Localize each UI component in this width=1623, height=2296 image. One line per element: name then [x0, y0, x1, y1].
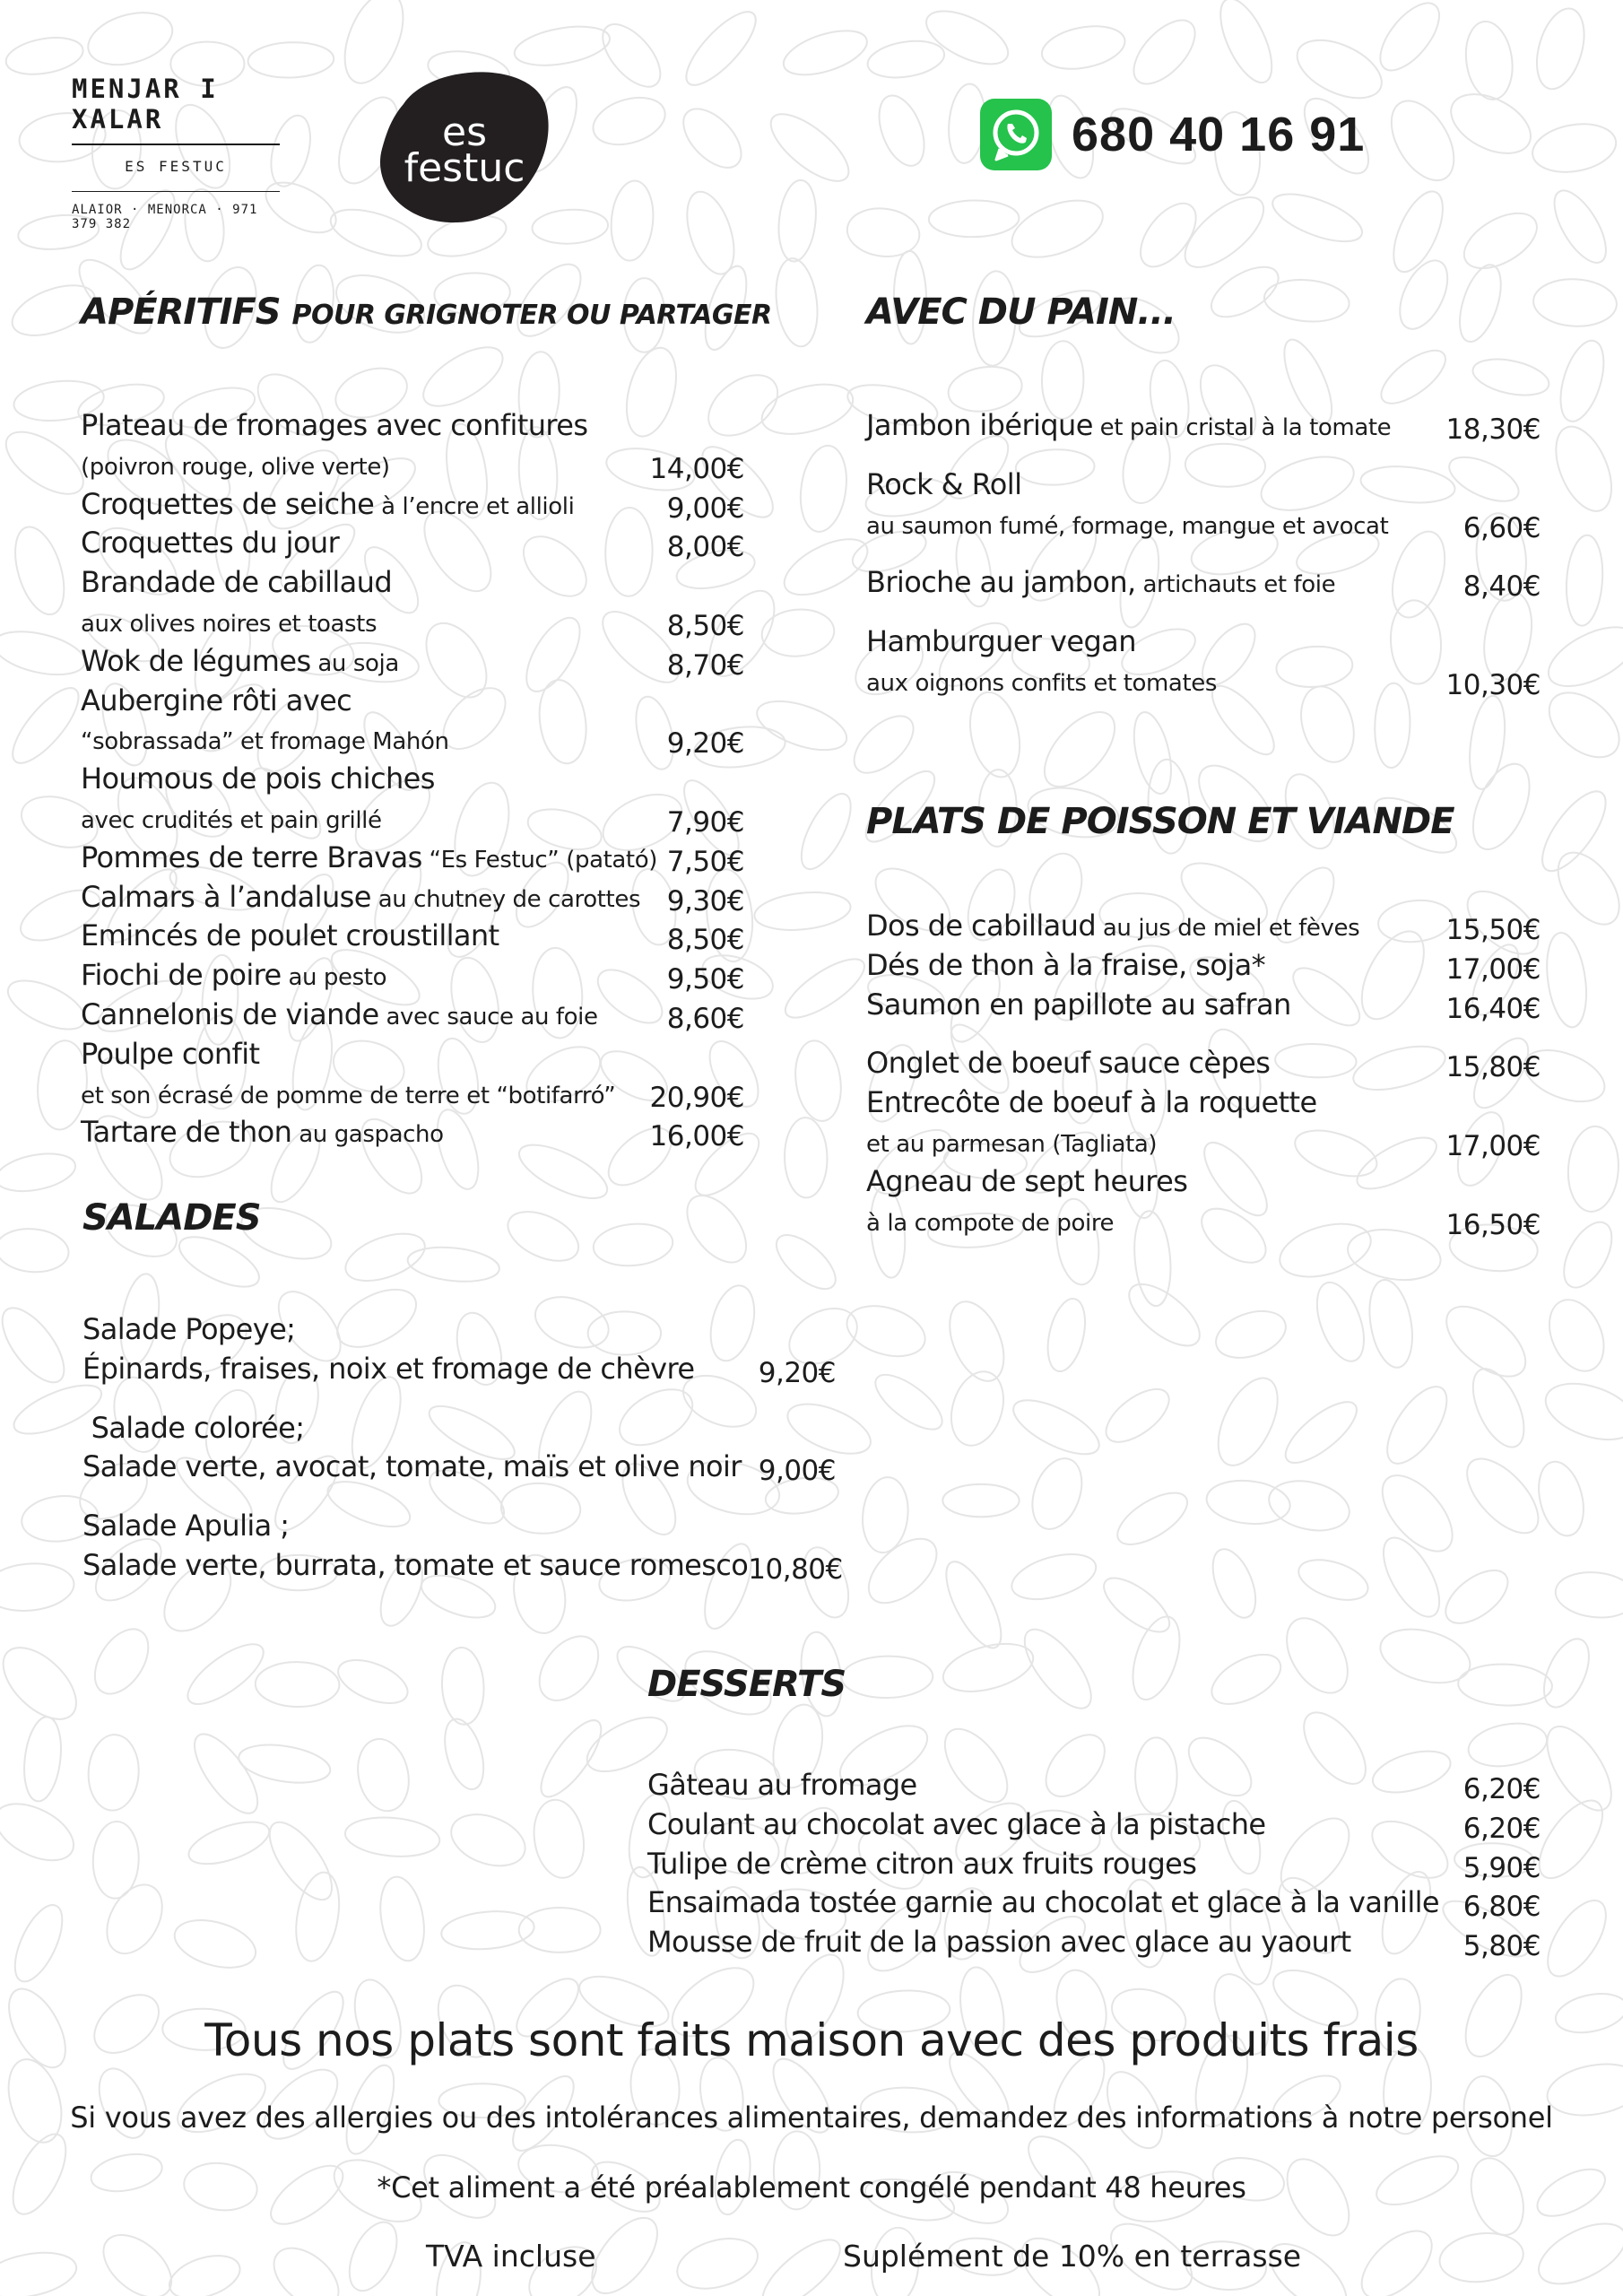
menu-item-price: 16,40€ [1445, 992, 1541, 1025]
menu-item-name: Fiochi de poire [81, 958, 282, 993]
menu-item [81, 1115, 744, 1157]
menu-item-name: Onglet de boeuf sauce cèpes [866, 1046, 1271, 1081]
menu-item-text [647, 1766, 917, 1810]
menu-item-price: 9,30€ [666, 884, 744, 918]
logo-text-es: es [442, 109, 487, 155]
menu-item [647, 1846, 1541, 1889]
menu-item-name: Épinards, fraises, noix et fromage de chèvre [82, 1351, 695, 1386]
menu-item-name: Wok de légumes [81, 643, 311, 678]
section-title [81, 291, 772, 334]
menu-item-price: 18,30€ [1445, 413, 1541, 446]
terrace-note: Suplément de 10% en terrasse [843, 2239, 1302, 2274]
menu-item [81, 879, 744, 922]
menu-item-description: à l’encre et allioli [374, 492, 575, 520]
menu-item-text [81, 720, 449, 764]
menu-item [81, 565, 744, 607]
menu-item [81, 643, 744, 686]
menu-item-price: 5,90€ [1462, 1851, 1541, 1884]
menu-item-description: au saumon fumé, formage, mangue et avocat [866, 512, 1389, 540]
menu-item-name: Tartare de thon [81, 1115, 292, 1150]
section-title: PLATS DE POISSON ET VIANDE [866, 801, 1454, 842]
menu-item-text [81, 446, 390, 490]
menu-item-text [647, 1805, 1266, 1849]
menu-item-text [866, 907, 1359, 951]
plats-list [866, 911, 1541, 1245]
logo-rule [72, 144, 280, 145]
menu-item-text [866, 986, 1291, 1030]
menu-item-description: artichauts et foie [1135, 571, 1336, 599]
menu-item-text [81, 682, 352, 726]
phone-number: 680 40 16 91 [1072, 108, 1366, 161]
menu-item-name: Pommes de terre Bravas [81, 839, 422, 874]
menu-item-description: au soja [310, 649, 399, 677]
menu-item-text [81, 760, 435, 804]
menu-item [866, 509, 1541, 549]
logo-title: MENJAR I XALAR [72, 74, 219, 135]
menu-item-text [647, 1883, 1439, 1927]
menu-item-text [647, 1923, 1351, 1967]
menu-item [866, 947, 1541, 990]
menu-item-text [81, 1113, 444, 1157]
menu-item-price: 17,00€ [1445, 1129, 1541, 1162]
menu-item [866, 624, 1541, 666]
menu-item [866, 987, 1541, 1030]
homemade-note: Tous nos plats sont faits maison avec des produits frais [204, 2014, 1419, 2066]
menu-item-price: 20,90€ [649, 1081, 744, 1114]
menu-item-name: Croquettes de seiche [81, 486, 375, 521]
menu-item-price: 8,60€ [666, 1002, 744, 1035]
section-salades [82, 1196, 843, 1590]
menu-item-price: 17,00€ [1445, 952, 1541, 986]
menu-item-text [81, 1074, 615, 1118]
menu-item-text [82, 1310, 295, 1354]
menu-item-text [82, 1448, 742, 1492]
menu-item-description: “Es Festuc” (patató) [421, 846, 657, 874]
menu-item-text [81, 563, 392, 607]
menu-item-name: Brioche au jambon, [866, 565, 1136, 600]
menu-item-name: Croquettes du jour [81, 526, 340, 561]
section-title: SALADES [82, 1197, 261, 1239]
logo-address: ALAIOR · MENORCA · 971 379 382 [72, 203, 258, 231]
menu-item-text [866, 406, 1391, 450]
menu-item-text [82, 1350, 694, 1394]
menu-item-text [866, 662, 1217, 706]
menu-item [866, 1048, 1541, 1088]
menu-item [866, 1206, 1541, 1246]
section-title: AVEC DU PAIN... [866, 291, 1176, 333]
logo-text-festuc: festuc [404, 145, 525, 191]
menu-item [81, 607, 744, 647]
menu-item-text [866, 1123, 1157, 1167]
menu-item-description: avec crudités et pain grillé [81, 806, 382, 834]
menu-item-name: Dos de cabillaud [866, 909, 1097, 943]
menu-item-text [81, 603, 377, 647]
menu-item [866, 1163, 1541, 1206]
menu-item-text [82, 1409, 304, 1453]
menu-item-description: “sobrassada” et fromage Mahón [81, 728, 449, 756]
menu-item-price: 8,40€ [1462, 570, 1541, 604]
menu-item [82, 1511, 836, 1551]
menu-item [81, 408, 744, 450]
menu-item [81, 486, 744, 529]
menu-item [866, 666, 1541, 706]
menu-item-text [866, 1083, 1317, 1127]
menu-item-text [866, 1202, 1114, 1246]
menu-item [81, 761, 744, 804]
menu-item-name: Jambon ibérique [866, 408, 1093, 442]
menu-item-description: et au parmesan (Tagliata) [866, 1130, 1158, 1158]
allergies-note: Si vous avez des allergies ou des intolérances alimentaires, demandez des informations à notre personel [70, 2100, 1553, 2135]
menu-item-price: 15,80€ [1445, 1051, 1541, 1084]
menu-item [647, 1927, 1541, 1967]
menjar-i-xalar-logo [72, 74, 287, 231]
frozen-note: *Cet aliment a été préalablement congélé pendant 48 heures [377, 2170, 1246, 2205]
menu-item-price: 8,00€ [666, 531, 744, 564]
menu-item-name: Houmous de pois chiches [81, 761, 435, 796]
menu-item-price: 6,20€ [1462, 1773, 1541, 1805]
menu-item-name: Salade Popeye; [82, 1312, 296, 1346]
menu-item-name: Tulipe de crème citron aux fruits rouges [647, 1846, 1197, 1881]
menu-item-name: Ensaimada tostée garnie au chocolat et glace à la vanille [647, 1885, 1440, 1920]
section-desserts [647, 1663, 1541, 1967]
menu-item [866, 565, 1541, 607]
menu-item [81, 804, 744, 843]
menu-item-text [81, 406, 587, 450]
menu-item-text [647, 1845, 1196, 1889]
section-subtitle: POUR GRIGNOTER OU PARTAGER [291, 300, 772, 331]
menu-item-text [81, 878, 640, 922]
menu-item-description: au gaspacho [291, 1121, 444, 1149]
menu-item-name: Rock & Roll [866, 466, 1022, 501]
menu-item-price: 8,70€ [666, 648, 744, 682]
menu-item [647, 1806, 1541, 1849]
menu-item-price: 9,20€ [758, 1356, 836, 1389]
menu-item-text [81, 642, 399, 686]
menu-item-price: 6,80€ [1462, 1891, 1541, 1924]
menu-item [647, 1885, 1541, 1927]
salades-list [82, 1312, 843, 1590]
menu-item-name: Brandade de cabillaud [81, 565, 393, 600]
menu-item-name: Hamburguer vegan [866, 624, 1136, 659]
menu-item [81, 683, 744, 726]
whatsapp-contact[interactable] [980, 99, 1365, 170]
menu-item-description: aux oignons confits et tomates [866, 669, 1217, 697]
menu-item-description: (poivron rouge, olive verte) [81, 453, 390, 481]
menu-item-name: Aubergine rôti avec [81, 683, 352, 718]
menu-item [647, 1770, 1541, 1810]
menu-item [82, 1351, 836, 1394]
menu-item [81, 1036, 744, 1079]
menu-item-text [81, 524, 339, 568]
menu-item [866, 1127, 1541, 1167]
menu-item-price: 9,00€ [666, 491, 744, 525]
menu-item [81, 839, 744, 883]
menu-item-name: Agneau de sept heures [866, 1163, 1188, 1198]
menu-item [81, 1079, 744, 1118]
menu-item-price: 16,50€ [1445, 1208, 1541, 1241]
menu-item-text [866, 505, 1388, 549]
menu-item [81, 996, 744, 1039]
menu-item-text [866, 622, 1136, 666]
menu-item [81, 958, 744, 1000]
menu-item-name: Mousse de fruit de la passion avec glace au yaourt [647, 1925, 1351, 1960]
menu-item-price: 9,50€ [666, 963, 744, 996]
pain-list [866, 408, 1541, 706]
menu-item [866, 466, 1541, 509]
menu-item-price: 10,80€ [748, 1552, 843, 1586]
whatsapp-icon [980, 99, 1052, 170]
menu-item-price: 7,90€ [666, 805, 744, 839]
menu-item-price: 8,50€ [666, 924, 744, 957]
menu-item-price: 5,80€ [1462, 1930, 1541, 1963]
menu-item [82, 1410, 836, 1453]
aperitifs-list [81, 408, 744, 1157]
menu-item [866, 408, 1541, 450]
menu-item-price: 10,30€ [1445, 668, 1541, 701]
menu-item-price: 14,00€ [649, 452, 744, 485]
menu-item-text [81, 485, 574, 529]
menu-item [81, 918, 744, 961]
menu-item [81, 450, 744, 490]
menu-item-price: 7,50€ [666, 845, 744, 878]
section-title-main: APÉRITIFS [81, 291, 281, 333]
menu-item-name: Salade Apulia ; [82, 1509, 290, 1544]
menu-item [82, 1449, 836, 1492]
menu-item-description: aux olives noires et toasts [81, 610, 378, 638]
menu-item-description: au chutney de carottes [370, 885, 641, 913]
menu-item-text [81, 1035, 259, 1079]
section-plats [866, 800, 1541, 1245]
menu-item-name: Dés de thon à la fraise, soja* [866, 947, 1266, 982]
menu-item-name: Cannelonis de viande [81, 996, 379, 1031]
menu-item-description: au jus de miel et fèves [1096, 915, 1360, 942]
menu-item-price: 15,50€ [1445, 914, 1541, 946]
menu-item-price: 9,20€ [666, 727, 744, 761]
menu-item-text [81, 799, 382, 843]
menu-item-text [866, 1044, 1270, 1088]
logo-subtitle: ES FESTUC [125, 158, 227, 175]
menu-item-text [81, 996, 598, 1039]
menu-item-name: Salade colorée; [82, 1410, 305, 1445]
menu-item-name: Entrecôte de boeuf à la roquette [866, 1085, 1317, 1120]
menu-item-description: avec sauce au foie [378, 1003, 598, 1031]
menu-item-text [82, 1546, 748, 1590]
menu-item-text [81, 839, 657, 883]
menu-item-text [82, 1507, 289, 1551]
menu-item-text [81, 956, 386, 1000]
menu-item-description: et pain cristal à la tomate [1092, 414, 1392, 441]
menu-item-text [866, 465, 1021, 509]
menu-item-text [81, 917, 499, 961]
menu-item-price: 8,50€ [666, 609, 744, 642]
menu-item-text [866, 563, 1335, 607]
menu-item-name: Gâteau au fromage [647, 1768, 917, 1802]
menu-item-price: 16,00€ [649, 1120, 744, 1153]
menu-item [866, 1085, 1541, 1127]
menu-item-description: et son écrasé de pomme de terre et “botifarró” [81, 1082, 616, 1109]
menu-item-name: Plateau de fromages avec confitures [81, 408, 588, 442]
menu-item [866, 911, 1541, 951]
menu-item-name: Calmars à l’andaluse [81, 879, 371, 914]
menu-item-description: à la compote de poire [866, 1209, 1115, 1237]
menu-item-text [866, 1162, 1187, 1206]
desserts-list [647, 1770, 1541, 1967]
menu-item-text [866, 946, 1265, 990]
menu-item [81, 528, 744, 568]
menu-item-name: Poulpe confit [81, 1036, 260, 1071]
menu-item-name: Salade verte, burrata, tomate et sauce romesco [82, 1547, 749, 1582]
section-title: DESSERTS [647, 1664, 846, 1705]
menu-item [82, 1312, 836, 1354]
menu-item-name: Saumon en papillote au safran [866, 987, 1291, 1022]
section-aperitifs [81, 291, 772, 1157]
menu-item-name: Salade verte, avocat, tomate, maïs et olive noir [82, 1449, 742, 1484]
menu-item-price: 6,20€ [1462, 1812, 1541, 1845]
menu-item-price: 6,60€ [1462, 511, 1541, 544]
es-festuc-logo [377, 68, 552, 224]
section-avec-du-pain [866, 291, 1541, 706]
menu-item-description: au pesto [281, 964, 387, 992]
menu-item-name: Coulant au chocolat avec glace à la pistache [647, 1806, 1266, 1841]
vat-note: TVA incluse [426, 2239, 596, 2274]
menu-item [82, 1547, 843, 1590]
menu-item-price: 9,00€ [758, 1455, 836, 1488]
logo-rule [72, 191, 280, 192]
menu-item-name: Emincés de poulet croustillant [81, 918, 499, 953]
menu-item [81, 725, 744, 764]
